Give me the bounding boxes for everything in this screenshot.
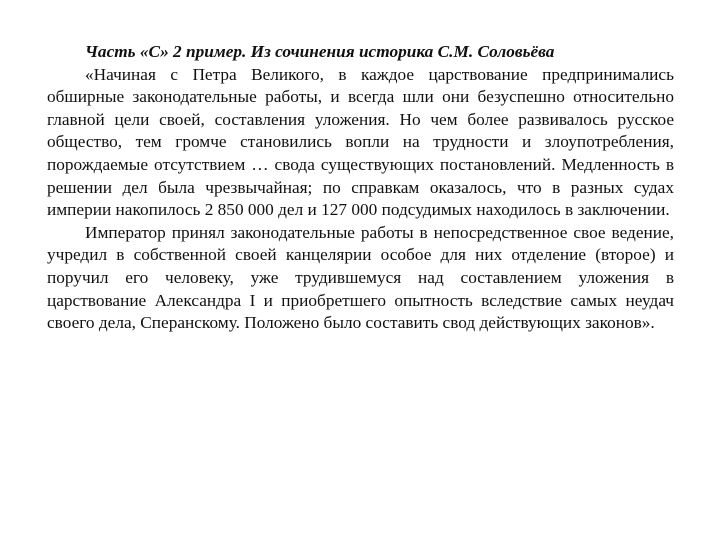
document-heading: Часть «С» 2 пример. Из сочинения историка С.М. Соловьёва [85, 42, 555, 61]
paragraph-1: «Начиная с Петра Великого, в каждое царствование предпринимались обширные законодательные работы, и всегда шли они безуспешно относительно главной цели своей, составления уложения. Но чем более развивалось русское общество, тем громче становились вопли на трудности и злоупотребления, порождаемые отсутствием … свода существующих постановлений. Медленность в решении дел была чрезвычайная; по справкам оказалось, что в разных судах империи накопилось 2 850 000 дел и 127 000 подсудимых находилось в заключении. [47, 64, 674, 220]
document-page [47, 41, 674, 335]
paragraph-2: Император принял законодательные работы в непосредственное свое ведение, учредил в собственной своей канцелярии особое для них отделение (второе) и поручил его человеку, уже трудившемуся над составлением уложения в царствование Александра I и приобретшего опытность вследствие самых неудач своего дела, Сперанскому. Положено было составить свод действующих законов». [47, 222, 674, 333]
